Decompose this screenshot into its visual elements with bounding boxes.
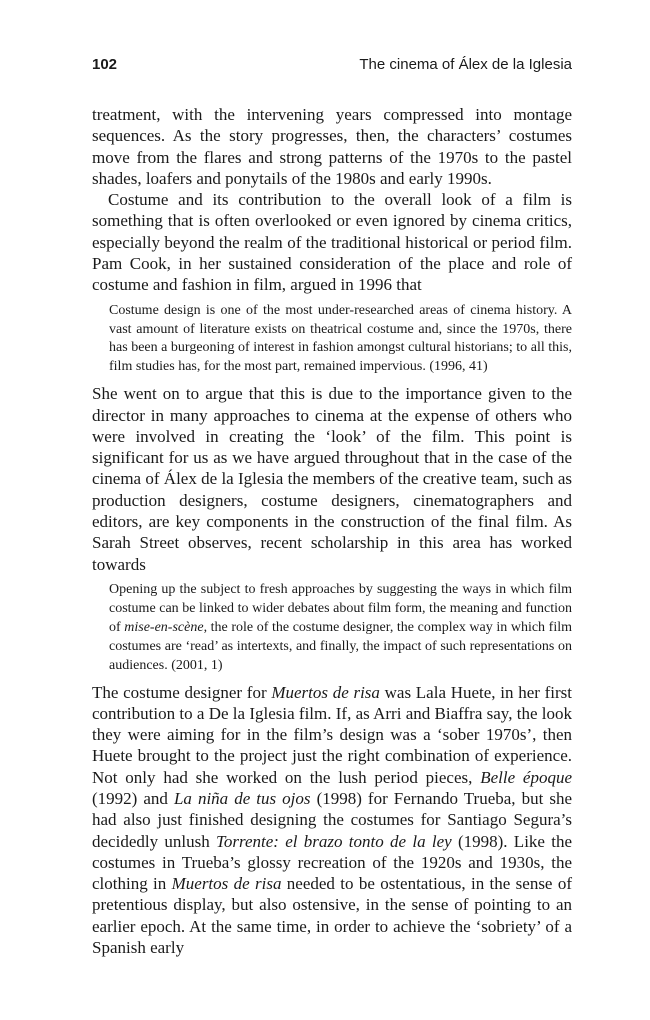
p4-text-1: The costume designer for bbox=[92, 682, 272, 702]
running-header bbox=[92, 56, 572, 82]
paragraph-4 bbox=[92, 682, 572, 959]
paragraph-3: She went on to argue that this is due to the importance given to the director in many approaches to cinema at the expense of others who were involved in creating the ‘look’ of the film. This point is significant for us as we have argued throughout that in the case of the cinema of Álex de la Iglesia the members of the creative team, such as production designers, costume designers, cinematographers and editors, are key components in the construction of the final film. As Sarah Street observes, recent scholarship in this area has worked towards bbox=[92, 384, 572, 574]
p4-title-torrente: Torrente: el brazo tonto de la ley bbox=[215, 831, 452, 851]
p4-text-2: was Lala Huete, in her first contribution to a De la Iglesia film. If, as Arri and Biaffra say, the look they were aiming for in the film’s design was a ‘sober 1970s’, then Huete brought to the project just the right combination of experience. Not only had she worked on the lush period pieces, bbox=[92, 682, 572, 787]
p4-text-5: (1998). Like the costumes in Trueba’s glossy recreation of the 1920s and 1930s, the clothing in bbox=[92, 831, 573, 894]
book-page bbox=[92, 56, 572, 958]
paragraph-2: Costume and its contribution to the overall look of a film is something that is often overlooked or even ignored by cinema critics, especially beyond the realm of the traditional historical or period film. Pam Cook, in her sustained consideration of the place and role of costume and fashion in film, argued in 1996 that bbox=[92, 190, 572, 295]
p4-title-muertos-de-risa-2: Muertos de risa bbox=[171, 874, 282, 894]
p4-title-la-nina-de-tus-ojos: La niña de tus ojos bbox=[173, 788, 311, 808]
p4-title-muertos-de-risa: Muertos de risa bbox=[271, 682, 380, 702]
p4-title-belle-epoque: Belle époque bbox=[480, 767, 572, 787]
p4-text-3: (1992) and bbox=[92, 788, 174, 808]
block-quote-street bbox=[109, 581, 572, 676]
quote2-italic-mise-en-scene: mise-en-scène bbox=[124, 619, 204, 635]
running-title: The cinema of Álex de la Iglesia bbox=[359, 56, 572, 73]
page-number: 102 bbox=[92, 56, 118, 73]
paragraph-1: treatment, with the intervening years compressed into montage sequences. As the story progresses, then, the characters’ costumes move from the flares and strong patterns of the 1970s to the pastel shades, loafers and ponytails of the 1980s and early 1990s. bbox=[92, 105, 572, 188]
quote2-text-2: , the role of the costume designer, the complex way in which film costumes are ‘read’ as intertexts, and finally, the impact of such representations on audiences. (2001, 1) bbox=[109, 619, 572, 673]
quote2-text-1: Opening up the subject to fresh approaches by suggesting the ways in which film costume can be linked to wider debates about film form, the meaning and function of bbox=[109, 581, 572, 635]
p4-text-4: (1998) for Fernando Trueba, but she had also just finished designing the costumes for Santiago Segura’s decidedly unlush bbox=[92, 788, 572, 851]
block-quote-cook: Costume design is one of the most under-researched areas of cinema history. A vast amount of literature exists on theatrical costume and, since the 1970s, there has been a burgeoning of interest in fashion amongst cultural historians; to all this, film studies has, for the most part, remained impervious. (1996, 41) bbox=[109, 302, 572, 375]
p4-text-6: needed to be ostentatious, in the sense of pretentious display, but also ostensive, in the sense of pointing to an earlier epoch. At the same time, in order to achieve the ‘sobriety’ of a Spanish early bbox=[92, 874, 572, 958]
